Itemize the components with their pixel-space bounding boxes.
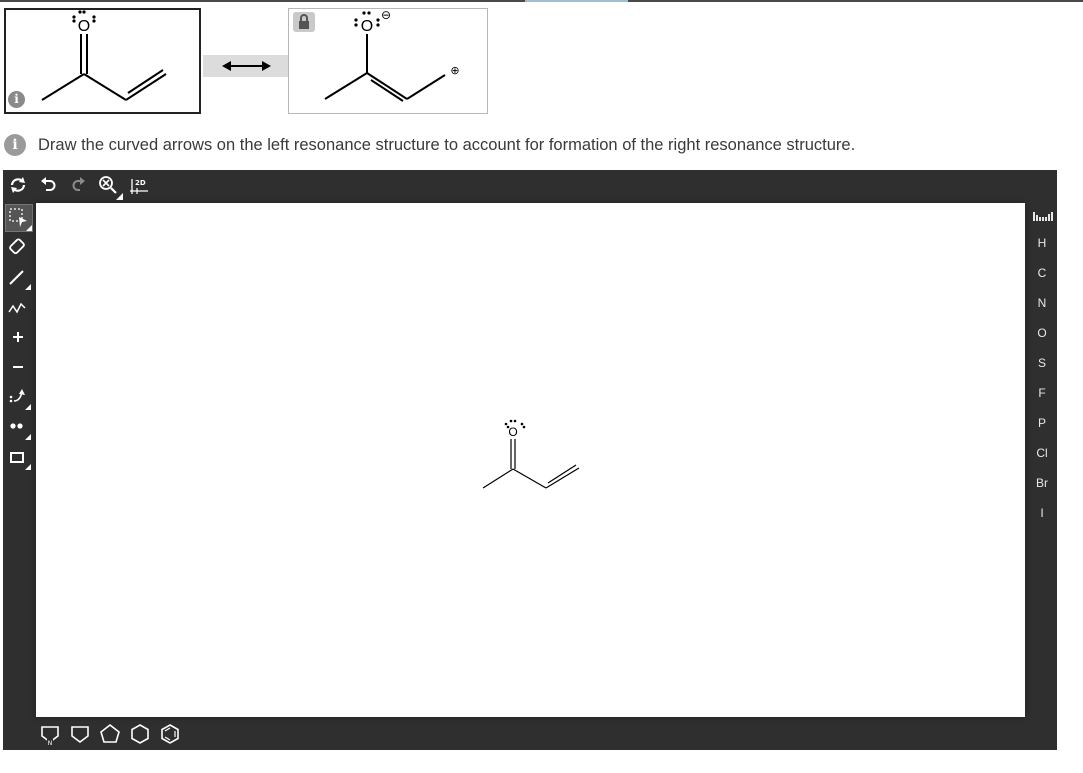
element-n[interactable]: N bbox=[1037, 296, 1047, 310]
element-p[interactable]: P bbox=[1037, 416, 1046, 430]
resonance-arrow-band bbox=[203, 55, 288, 77]
periodic-table-icon[interactable] bbox=[1027, 204, 1057, 228]
refresh-icon[interactable] bbox=[7, 174, 29, 196]
molecule-editor bbox=[3, 170, 1057, 750]
clean-2d-icon[interactable] bbox=[128, 174, 150, 196]
rectangle-tool-icon[interactable] bbox=[5, 444, 31, 470]
element-h[interactable]: H bbox=[1037, 236, 1047, 250]
benzene-template-icon[interactable] bbox=[158, 722, 182, 746]
undo-icon[interactable] bbox=[37, 174, 59, 196]
select-tool-icon[interactable] bbox=[5, 204, 33, 232]
svg-text:⊖: ⊖ bbox=[381, 9, 392, 22]
cyclopentane-template-icon[interactable] bbox=[98, 722, 122, 746]
svg-text:2D: 2D bbox=[135, 179, 146, 187]
cyclobutane-template-icon[interactable] bbox=[68, 722, 92, 746]
instruction-row bbox=[4, 134, 855, 156]
element-c[interactable]: C bbox=[1037, 266, 1047, 280]
editor-toolbar bbox=[3, 170, 1057, 202]
left-molecule-drawing bbox=[6, 10, 203, 116]
top-border-accent bbox=[525, 0, 628, 2]
bond-tool-icon[interactable] bbox=[5, 264, 31, 290]
lone-pair-tool-icon[interactable] bbox=[5, 414, 31, 440]
pyrrole-template-icon[interactable] bbox=[38, 722, 62, 746]
chain-tool-icon[interactable] bbox=[5, 294, 31, 320]
curved-arrow-tool-icon[interactable] bbox=[5, 384, 31, 410]
lock-icon bbox=[293, 12, 315, 32]
svg-text:O: O bbox=[77, 18, 91, 35]
left-resonance-structure[interactable] bbox=[4, 8, 201, 114]
right-molecule-drawing bbox=[289, 9, 489, 115]
right-resonance-structure bbox=[288, 8, 488, 114]
svg-text:O: O bbox=[360, 18, 374, 35]
canvas-molecule[interactable] bbox=[36, 203, 1025, 717]
info-icon[interactable]: i bbox=[4, 134, 26, 156]
negative-charge-icon[interactable] bbox=[5, 354, 31, 380]
zoom-clear-icon[interactable] bbox=[97, 174, 119, 196]
drawing-canvas[interactable] bbox=[36, 203, 1025, 717]
svg-text:N: N bbox=[47, 740, 53, 746]
eraser-icon[interactable] bbox=[5, 234, 31, 260]
info-icon[interactable]: i bbox=[8, 91, 25, 108]
ring-templates bbox=[36, 720, 336, 750]
double-headed-arrow-icon bbox=[203, 55, 288, 77]
svg-text:O: O bbox=[508, 425, 518, 439]
element-o[interactable]: O bbox=[1037, 326, 1047, 340]
element-f[interactable]: F bbox=[1038, 386, 1046, 400]
element-s[interactable]: S bbox=[1037, 356, 1046, 370]
redo-icon[interactable] bbox=[67, 174, 89, 196]
cyclohexane-template-icon[interactable] bbox=[128, 722, 152, 746]
element-br[interactable]: Br bbox=[1036, 476, 1048, 490]
positive-charge-icon[interactable] bbox=[5, 324, 31, 350]
element-i[interactable]: I bbox=[1040, 506, 1044, 520]
svg-text:⊕: ⊕ bbox=[450, 64, 460, 77]
element-cl[interactable]: Cl bbox=[1036, 446, 1048, 460]
instruction-text: Draw the curved arrows on the left resonance structure to account for formation of the right resonance structure. bbox=[38, 135, 856, 154]
